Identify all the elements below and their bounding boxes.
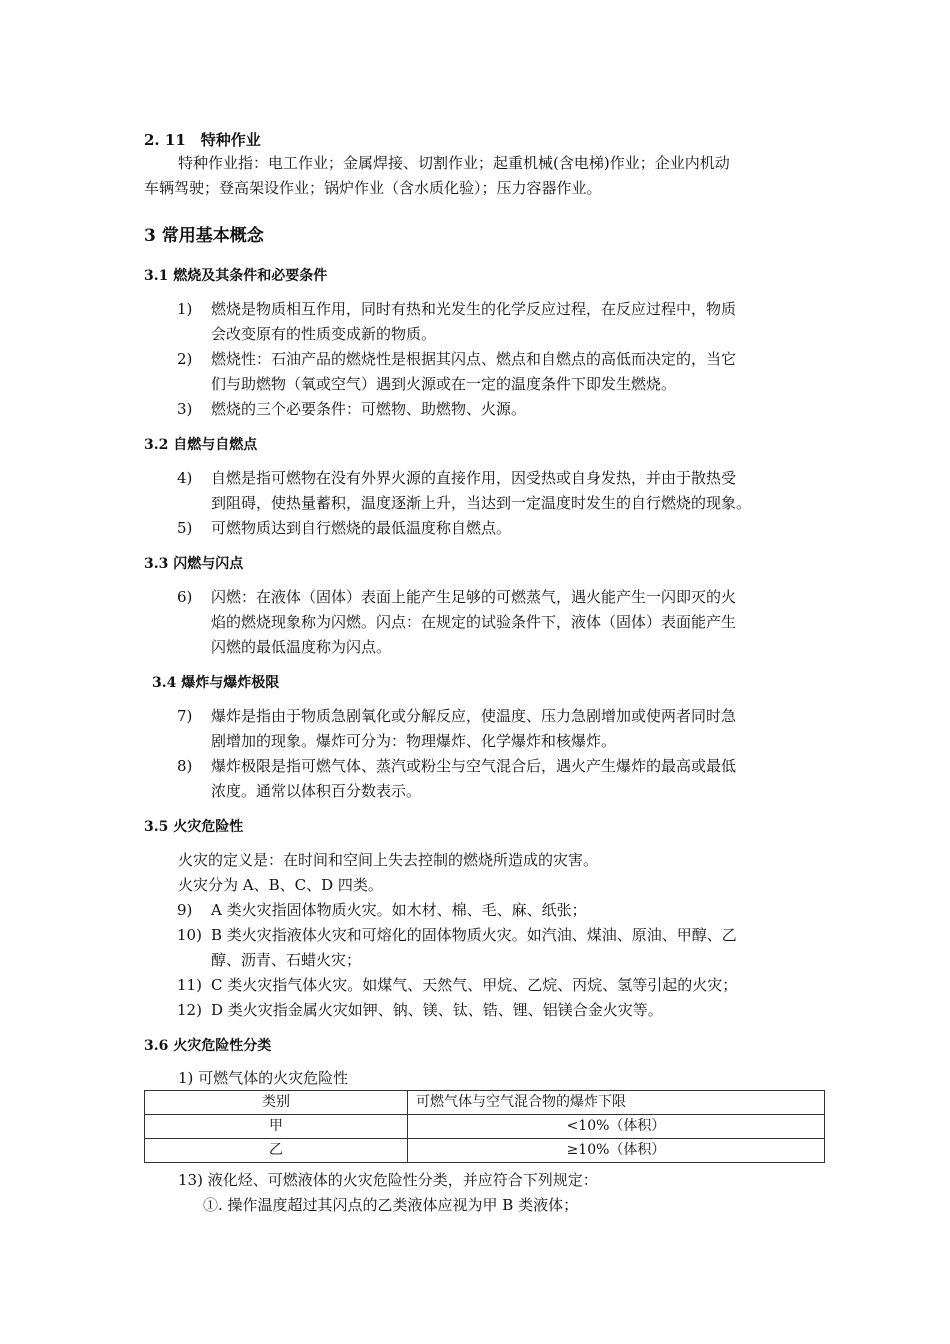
list-number: 11): [177, 976, 202, 994]
list-item-line: 焰的燃烧现象称为闪燃。闪点：在规定的试验条件下，液体（固体）表面能产生: [211, 613, 737, 631]
list-item-line: 爆炸极限是指可燃气体、蒸汽或粉尘与空气混合后，遇火产生爆炸的最高或最低: [211, 757, 737, 775]
list-item-line: 会改变原有的性质变成新的物质。: [211, 325, 437, 343]
list-item-line: D 类火灾指金属火灾如钾、钠、镁、钛、锆、锂、铝镁合金火灾等。: [211, 1001, 663, 1019]
list-item-line: 燃烧性：石油产品的燃烧性是根据其闪点、燃点和自燃点的高低而决定的，当它: [211, 350, 737, 368]
section-2-11-line2: 车辆驾驶；登高架设作业；锅炉作业（含水质化验）；压力容器作业。: [144, 179, 602, 197]
list-number: 10): [177, 926, 202, 944]
list-item-line: A 类火灾指固体物质火灾。如木材、棉、毛、麻、纸张；: [211, 901, 587, 919]
list-item-line: 到阻碍，使热量蓄积，温度逐渐上升，当达到一定温度时发生的自行燃烧的现象。: [211, 494, 752, 512]
sub-heading: 1) 可燃气体的火灾危险性: [178, 1069, 349, 1087]
list-number: 3): [177, 400, 193, 418]
table-cell: <10%（体积）: [408, 1115, 825, 1139]
table-row: [145, 1139, 825, 1163]
list-item-line: 浓度。通常以体积百分数表示。: [211, 782, 422, 800]
table-header-cell: 类别: [145, 1091, 408, 1115]
section-3-5-title: 3.5 火灾危险性: [144, 819, 244, 835]
list-item-line: 13) 液化烃、可燃液体的火灾危险性分类，并应符合下列规定：: [178, 1171, 598, 1189]
list-item-line: C 类火灾指气体火灾。如煤气、天然气、甲烷、乙烷、丙烷、氢等引起的火灾；: [211, 976, 738, 994]
table-cell: 乙: [145, 1139, 408, 1163]
chapter-3-title: 3 常用基本概念: [144, 226, 264, 246]
table-cell: ≥10%（体积）: [408, 1139, 825, 1163]
list-item-line: 燃烧的三个必要条件：可燃物、助燃物、火源。: [211, 400, 527, 418]
paragraph: 火灾的定义是：在时间和空间上失去控制的燃烧所造成的灾害。: [178, 851, 599, 869]
list-item-line: 爆炸是指由于物质急剧氧化或分解反应，使温度、压力急剧增加或使两者同时急: [211, 707, 737, 725]
list-number: 12): [177, 1001, 202, 1019]
table-header-cell: 可燃气体与空气混合物的爆炸下限: [408, 1091, 825, 1115]
list-item-line: 闪燃：在液体（固体）表面上能产生足够的可燃蒸气，遇火能产生一闪即灭的火: [211, 588, 737, 606]
list-number: 5): [177, 519, 193, 537]
section-3-6-title: 3.6 火灾危险性分类: [144, 1038, 272, 1054]
list-item-line: ①. 操作温度超过其闪点的乙类液体应视为甲 B 类液体；: [203, 1196, 579, 1214]
list-item-line: 醇、沥青、石蜡火灾；: [211, 951, 362, 969]
list-number: 8): [177, 757, 193, 775]
list-item-line: B 类火灾指液体火灾和可熔化的固体物质火灾。如汽油、煤油、原油、甲醇、乙: [211, 926, 737, 944]
table-header-row: [145, 1091, 825, 1115]
list-number: 6): [177, 588, 193, 606]
list-number: 9): [177, 901, 193, 919]
table-cell: 甲: [145, 1115, 408, 1139]
list-number: 1): [177, 300, 193, 318]
section-2-11-line1: 特种作业指：电工作业；金属焊接、切割作业；起重机械(含电梯)作业；企业内机动: [178, 154, 730, 172]
list-item-line: 自燃是指可燃物在没有外界火源的直接作用，因受热或自身发热，并由于散热受: [211, 469, 737, 487]
list-item-line: 可燃物质达到自行燃烧的最低温度称自燃点。: [211, 519, 512, 537]
list-item-line: 们与助燃物（氧或空气）遇到火源或在一定的温度条件下即发生燃烧。: [211, 375, 677, 393]
section-3-2-title: 3.2 自燃与自燃点: [144, 437, 258, 453]
table-row: [145, 1115, 825, 1139]
section-3-3-title: 3.3 闪燃与闪点: [144, 556, 244, 572]
list-item-line: 闪燃的最低温度称为闪点。: [211, 638, 392, 656]
section-3-1-title: 3.1 燃烧及其条件和必要条件: [144, 268, 328, 284]
list-number: 2): [177, 350, 193, 368]
list-item-line: 剧增加的现象。爆炸可分为：物理爆炸、化学爆炸和核爆炸。: [211, 732, 617, 750]
list-item-line: 燃烧是物质相互作用，同时有热和光发生的化学反应过程，在反应过程中，物质: [211, 300, 737, 318]
section-3-4-title: 3.4 爆炸与爆炸极限: [152, 675, 280, 691]
paragraph: 火灾分为 A、B、C、D 四类。: [178, 876, 383, 894]
list-number: 7): [177, 707, 193, 725]
section-2-11-title: 2. 11 特种作业: [144, 131, 261, 149]
gas-fire-hazard-table: [144, 1090, 825, 1163]
list-number: 4): [177, 469, 193, 487]
